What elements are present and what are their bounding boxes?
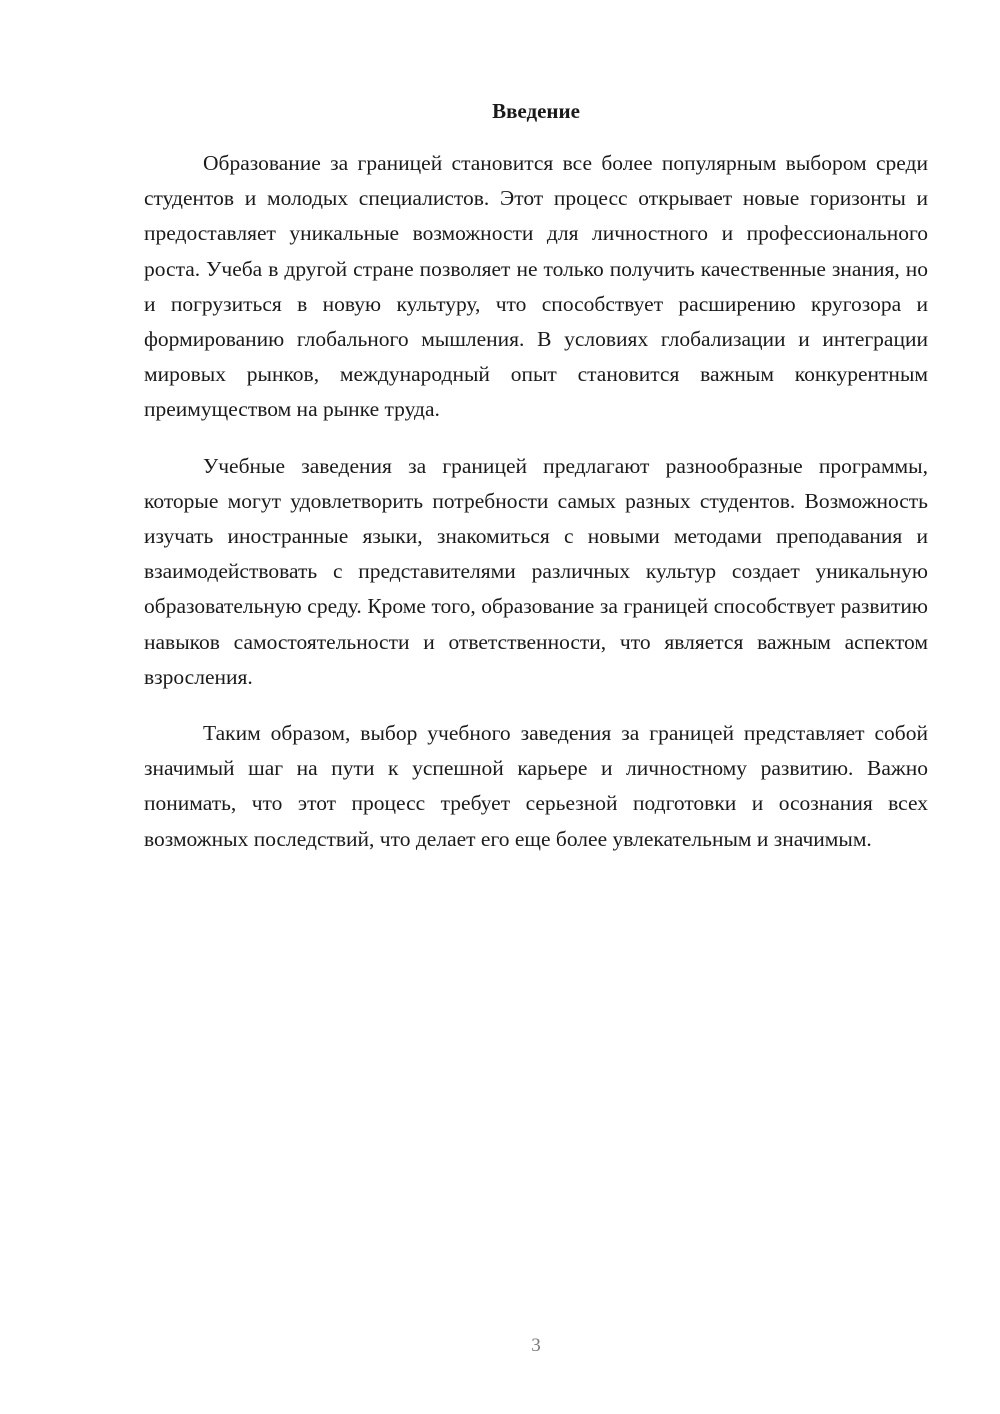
paragraph-1: Образование за границей становится все более популярным выбором среди студентов и молодых специалистов. Этот процесс открывает новые горизонты и предоставляет уникальные возможности для личностного и профессионального роста. Учеба в другой стране позволяет не только получить качественные знания, но и погрузиться в новую культуру, что способствует расширению кругозора и формированию глобального мышления. В условиях глобализации и интеграции мировых рынков, международный опыт становится важным конкурентным преимуществом на рынке труда.: [144, 151, 928, 422]
page-number: 3: [531, 1335, 541, 1356]
paragraph-3: Таким образом, выбор учебного заведения за границей представляет собой значимый шаг на пути к успешной карьере и личностному развитию. Важно понимать, что этот процесс требует серьезной подготовки и осознания всех возможных последствий, что делает его еще более увлекательным и значимым.: [144, 721, 928, 851]
page-content: [144, 96, 928, 878]
paragraph-2: Учебные заведения за границей предлагают разнообразные программы, которые могут удовлетворить потребности самых разных студентов. Возможность изучать иностранные языки, знакомиться с новыми методами преподавания и взаимодействовать с представителями различных культур создает уникальную образовательную среду. Кроме того, образование за границей способствует развитию навыков самостоятельности и ответственности, что является важным аспектом взросления.: [144, 453, 928, 689]
section-heading: Введение: [492, 99, 580, 123]
